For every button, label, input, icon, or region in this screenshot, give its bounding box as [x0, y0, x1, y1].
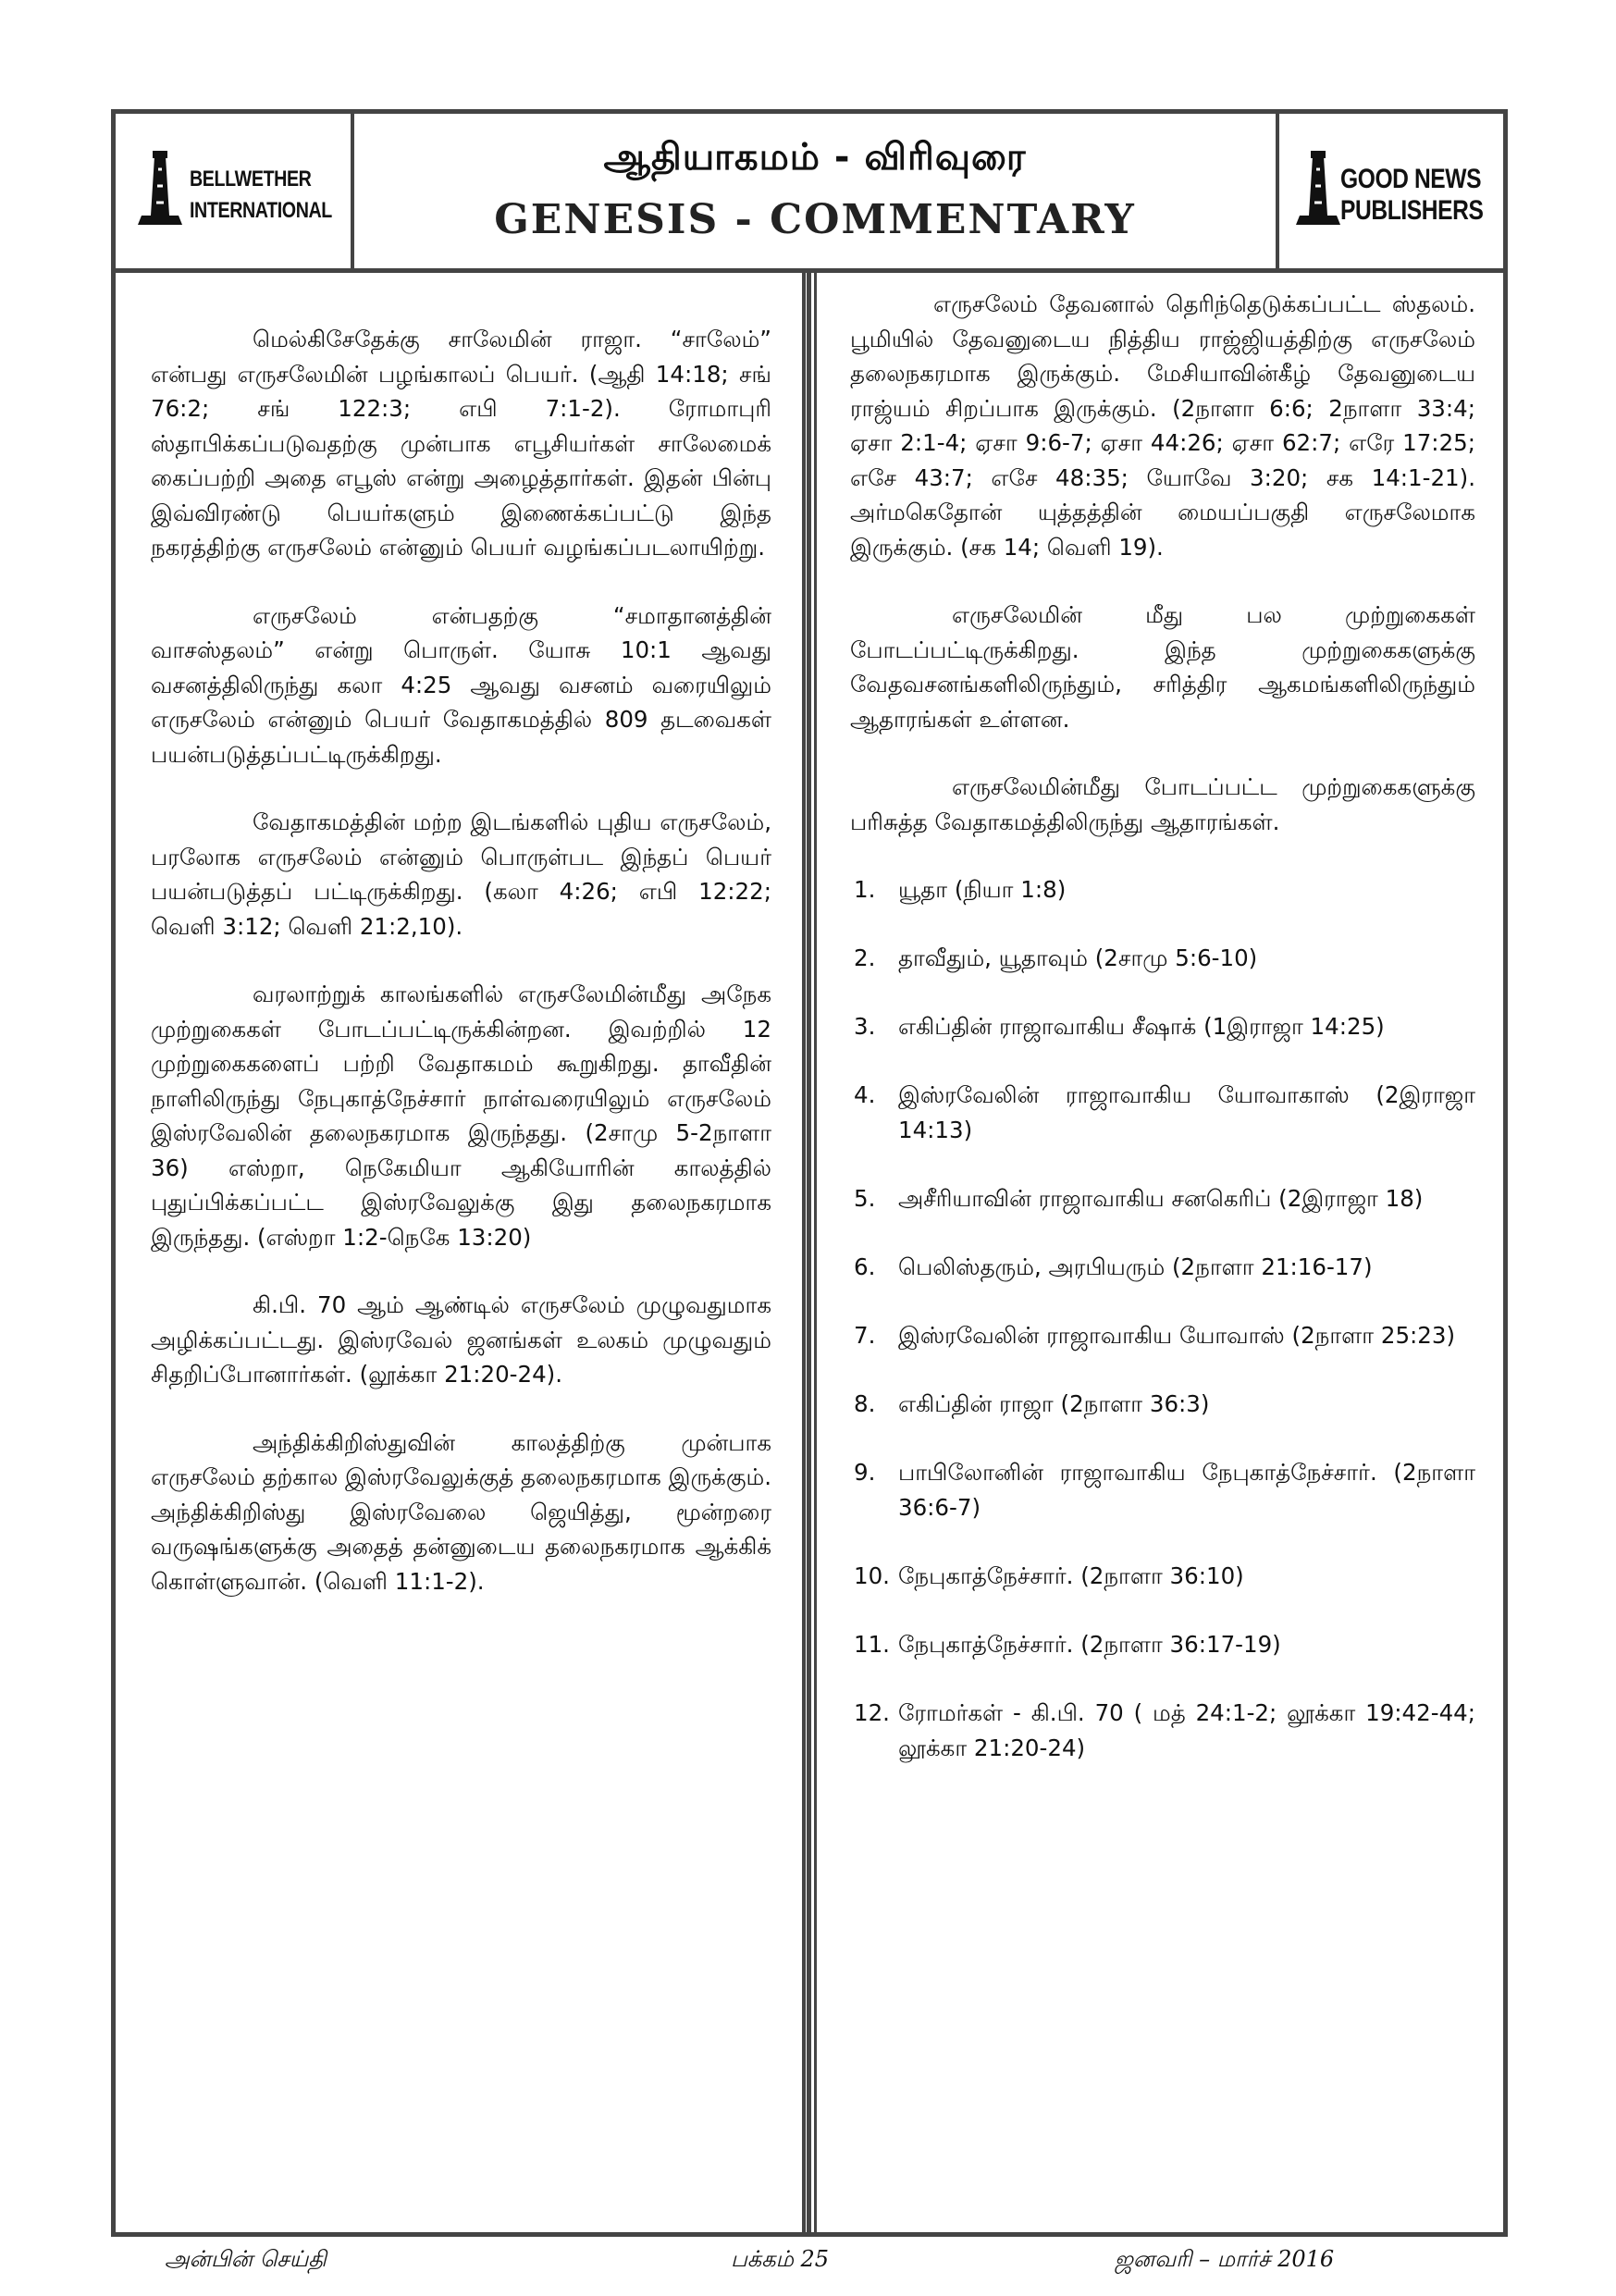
paragraph: வேதாகமத்தின் மற்ற இடங்களில் புதிய எருசலேம், பரலோக எருசலேம் என்னும் பொருள்பட இந்தப் பெயர் பயன்படுத்தப் பட்டிருக்கிறது. (கலா 4:26; எபி 12:22; வெளி 3:12; வெளி 21:2,10).	[151, 809, 771, 940]
right-column	[814, 268, 1503, 2232]
list-text: யூதா (நியா 1:8)	[898, 876, 1067, 903]
list-number: 10.	[854, 1562, 890, 1589]
list-item	[850, 1627, 1475, 1662]
paragraph: எருசலேம் என்பதற்கு “சமாதானத்தின் வாசஸ்தலம்” என்று பொருள். யோசு 10:1 ஆவது வசனத்திலிருந்து கலா 4:25 ஆவது வசனம் வரையிலும் எருசலேம் என்னும் பெயர் வேதாகமத்தில் 809 தடவைகள் பயன்படுத்தப்பட்டிருக்கிறது.	[151, 601, 771, 768]
left-column	[116, 268, 811, 2232]
left-logo-line-1: BELLWETHER	[190, 167, 312, 191]
list-number: 1.	[854, 876, 876, 903]
list-number: 7.	[854, 1322, 876, 1349]
siege-list	[850, 872, 1475, 1766]
list-number: 9.	[854, 1459, 876, 1486]
right-logo-cell	[1279, 114, 1503, 268]
paragraph: எருசலேம் தேவனால் தெரிந்தெடுக்கப்பட்ட ஸ்தலம். பூமியில் தேவனுடைய நித்திய ராஜ்ஜியத்திற்கு எருசலேம் தலைநகரமாக இருக்கும். மேசியாவின்கீழ் தேவனுடைய ராஜ்யம் சிறப்பாக இருக்கும். (2நாளா 6:6; 2நாளா 33:4; ஏசா 2:1-4; ஏசா 9:6-7; ஏசா 44:26; ஏசா 62:7; எரே 17:25; எசே 43:7; எசே 48:35; யோவே 3:20; சக 14:1-21). அர்மகெதோன் யுத்தத்தின் மையப்பகுதி எருசலேமாக இருக்கும். (சக 14; வெளி 19).	[850, 290, 1475, 561]
footer-publication: அன்பின் செய்தி	[165, 2246, 327, 2272]
title-cell	[354, 114, 1279, 268]
list-item	[850, 941, 1475, 976]
title-english: GENESIS - COMMENTARY	[494, 196, 1136, 243]
goodnews-logo	[1292, 151, 1496, 234]
list-text: ரோமர்கள் - கி.பி. 70 ( மத் 24:1-2; லூக்கா 19:42-44; லூக்கா 21:20-24)	[898, 1699, 1475, 1761]
list-text: பாபிலோனின் ராஜாவாகிய நேபுகாத்நேச்சார். (2நாளா 36:6-7)	[898, 1459, 1475, 1521]
paragraph: வரலாற்றுக் காலங்களில் எருசலேமின்மீது அநேக முற்றுகைகள் போடப்பட்டிருக்கின்றன. இவற்றில் 12 முற்றுகைகளைப் பற்றி வேதாகமம் கூறுகிறது. தாவீதின் நாளிலிருந்து நேபுகாத்நேச்சார் நாள்வரையிலும் எருசலேம் இஸ்ரவேலின் தலைநகரமாக இருந்தது. (2சாமு 5-2நாளா 36) எஸ்றா, நெகேமியா ஆகியோரின் காலத்தில் புதுப்பிக்கப்பட்ட இஸ்ரவேலுக்கு இது தலைநகரமாக இருந்தது. (எஸ்றா 1:2-நெகே 13:20)	[151, 981, 771, 1251]
list-item	[850, 1318, 1475, 1353]
title-tamil: ஆதியாகமம் - விரிவுரை	[603, 136, 1027, 179]
right-logo-line-1: GOOD NEWS	[1340, 164, 1482, 194]
list-item	[850, 1455, 1475, 1525]
list-text: பெலிஸ்தரும், அரபியரும் (2நாளா 21:16-17)	[898, 1253, 1373, 1280]
list-number: 12.	[854, 1699, 890, 1726]
list-text: எகிப்தின் ராஜாவாகிய சீஷாக் (1இராஜா 14:25)	[898, 1013, 1385, 1040]
list-number: 5.	[854, 1185, 876, 1212]
page-footer	[0, 2246, 1616, 2283]
list-item	[850, 1696, 1475, 1766]
list-text: இஸ்ரவேலின் ராஜாவாகிய யோவாஸ் (2நாளா 25:23)	[898, 1322, 1456, 1349]
list-item	[850, 1078, 1475, 1148]
list-text: நேபுகாத்நேச்சார். (2நாளா 36:17-19)	[898, 1631, 1281, 1658]
footer-date: ஜனவரி – மார்ச் 2016	[1115, 2246, 1335, 2272]
list-text: தாவீதும், யூதாவும் (2சாமு 5:6-10)	[898, 944, 1258, 971]
paragraph: கி.பி. 70 ஆம் ஆண்டில் எருசலேம் முழுவதுமாக அழிக்கப்பட்டது. இஸ்ரவேல் ஜனங்கள் உலகம் முழுவதும் சிதறிப்போனார்கள். (லூக்கா 21:20-24).	[151, 1291, 771, 1388]
paragraph: எருசலேமின் மீது பல முற்றுகைகள் போடப்பட்டிருக்கிறது. இந்த முற்றுகைகளுக்கு வேதவசனங்களிலிருந்தும், சரித்திர ஆகமங்களிலிருந்தும் ஆதாரங்கள் உள்ளன.	[850, 601, 1475, 733]
list-item	[850, 1387, 1475, 1422]
list-item	[850, 872, 1475, 907]
list-number: 6.	[854, 1253, 876, 1280]
list-text: நேபுகாத்நேச்சார். (2நாளா 36:10)	[898, 1562, 1244, 1589]
list-item	[850, 1250, 1475, 1285]
list-text: இஸ்ரவேலின் ராஜாவாகிய யோவாகாஸ் (2இராஜா 14:13)	[898, 1081, 1475, 1143]
bellwether-logo	[134, 151, 338, 234]
lighthouse-icon	[134, 151, 186, 230]
paragraph: எருசலேமின்மீது போடப்பட்ட முற்றுகைகளுக்கு பரிசுத்த வேதாகமத்திலிருந்து ஆதாரங்கள்.	[850, 773, 1475, 835]
right-logo-line-2: PUBLISHERS	[1340, 195, 1484, 226]
list-number: 11.	[854, 1631, 890, 1658]
list-item	[850, 1181, 1475, 1216]
paragraph: மெல்கிசேதேக்கு சாலேமின் ராஜா. “சாலேம்” என்பது எருசலேமின் பழங்காலப் பெயர். (ஆதி 14:18; சங் 76:2; சங் 122:3; எபி 7:1-2). ரோமாபுரி ஸ்தாபிக்கப்படுவதற்கு முன்பாக எபூசியர்கள் சாலேமைக் கைப்பற்றி அதை எபூஸ் என்று அழைத்தார்கள். இதன் பின்பு இவ்விரண்டு பெயர்களும் இணைக்கப்பட்டு இந்த நகரத்திற்கு எருசலேம் என்னும் பெயர் வழங்கப்படலாயிற்று.	[151, 326, 771, 561]
lighthouse-icon	[1292, 151, 1344, 230]
list-number: 3.	[854, 1013, 876, 1040]
list-text: எகிப்தின் ராஜா (2நாளா 36:3)	[898, 1390, 1210, 1417]
paragraph: அந்திக்கிறிஸ்துவின் காலத்திற்கு முன்பாக எருசலேம் தற்கால இஸ்ரவேலுக்குத் தலைநகரமாக இருக்கும். அந்திக்கிறிஸ்து இஸ்ரவேலை ஜெயித்து, மூன்றரை வருஷங்களுக்கு அதைத் தன்னுடைய தலைநகரமாக ஆக்கிக் கொள்ளுவான். (வெளி 11:1-2).	[151, 1428, 771, 1595]
list-text: அசீரியாவின் ராஜாவாகிய சனகெரிப் (2இராஜா 18)	[898, 1185, 1424, 1212]
list-number: 8.	[854, 1390, 876, 1417]
list-number: 4.	[854, 1081, 876, 1108]
left-logo-cell	[116, 114, 354, 268]
list-item	[850, 1009, 1475, 1044]
footer-page-number: பக்கம் 25	[731, 2246, 830, 2272]
list-item	[850, 1559, 1475, 1594]
page-frame	[111, 109, 1508, 2237]
page-header	[116, 114, 1503, 273]
page-body	[116, 268, 1503, 2232]
list-number: 2.	[854, 944, 876, 971]
left-logo-line-2: INTERNATIONAL	[190, 198, 332, 223]
